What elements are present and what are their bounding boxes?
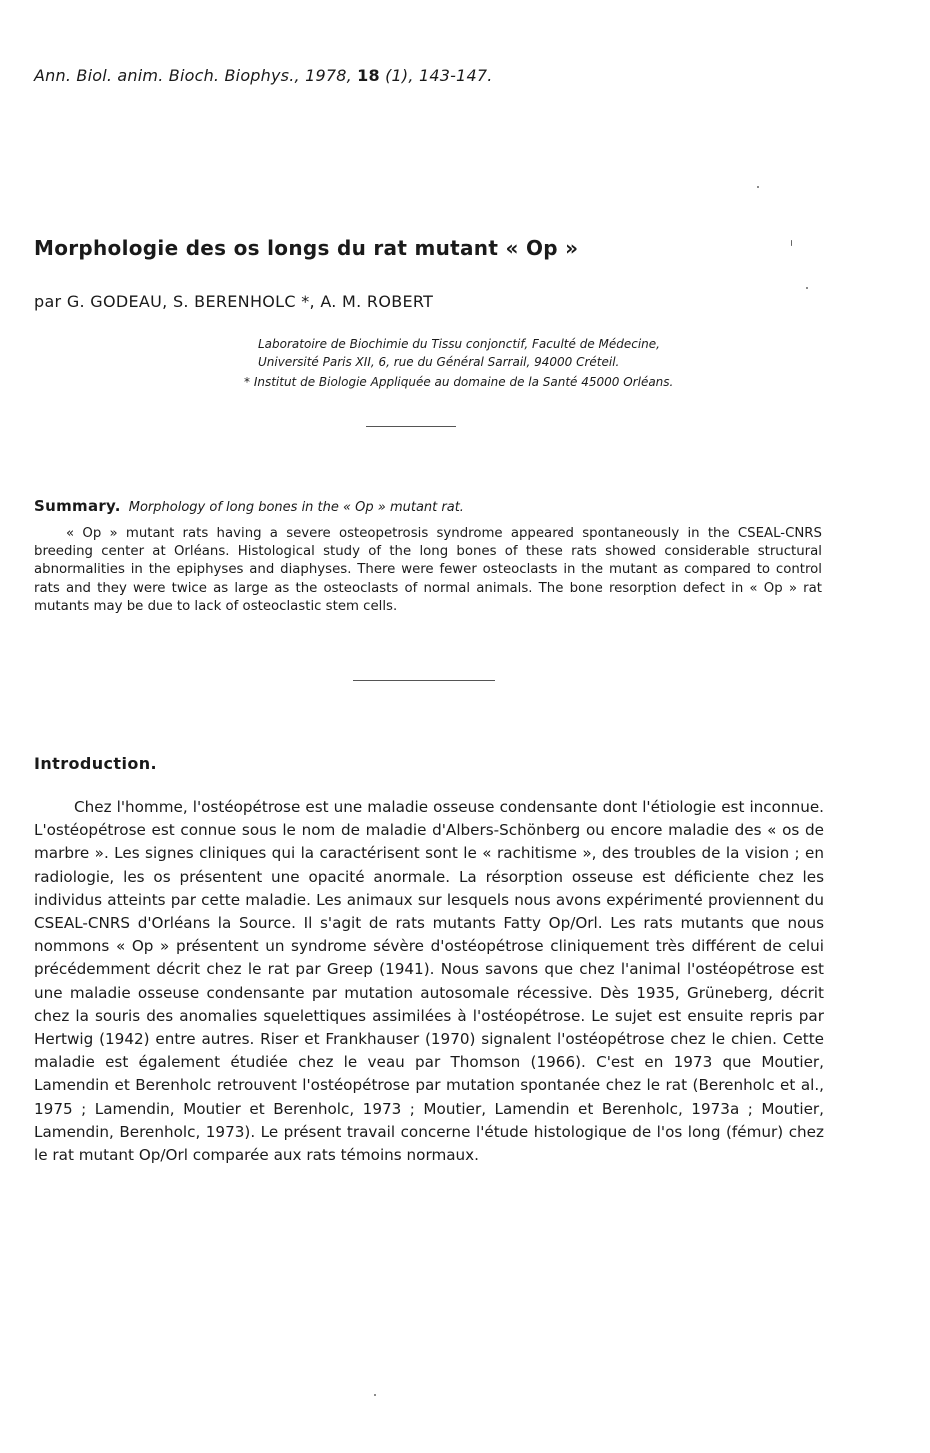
article-title: Morphologie des os longs du rat mutant « Op » [34, 236, 579, 260]
introduction-text [34, 796, 824, 1167]
divider [366, 426, 456, 427]
article-authors: par G. GODEAU, S. BERENHOLC *, A. M. ROBERT [34, 292, 434, 311]
summary-paragraph: « Op » mutant rats having a severe osteopetrosis syndrome appeared spontaneously in the CSEAL-CNRS breeding center at Orléans. Histological study of the long bones of these rats showed considerable structural abnormalities in the epiphyses and diaphyses. There were fewer osteoclasts in the mutant as compared to control rats and they were twice as large as the osteoclasts of normal animals. The bone resorption defect in « Op » rat mutants may be due to lack of osteoclastic stem cells. [34, 526, 822, 614]
affiliation-line: Laboratoire de Biochimie du Tissu conjonctif, Faculté de Médecine, [258, 337, 660, 351]
summary-label: Summary. [34, 497, 121, 515]
journal-citation: Ann. Biol. anim. Bioch. Biophys., 1978, [34, 66, 358, 85]
introduction-paragraph: Chez l'homme, l'ostéopétrose est une maladie osseuse condensante dont l'étiologie est inconnue. L'ostéopétrose est connue sous le nom de maladie d'Albers-Schönberg ou encore maladie des « os de marbre ». Les signes cliniques qui la caractérisent sont le « rachitisme », des troubles de la vision ; en radiologie, les os présentent une opacité anormale. La résorption osseuse est déficiente chez les individus atteints par cette maladie. Les animaux sur lesquels nous avons expérimenté proviennent du CSEAL-CNRS d'Orléans la Source. Il s'agit de rats mutants Fatty Op/Orl. Les rats mutants que nous nommons « Op » présentent un syndrome sévère d'ostéopétrose cliniquement très différent de celui précédemment décrit chez le rat par Greep (1941). Nous savons que chez l'animal l'ostéopétrose est une maladie osseuse condensante par mutation autosomale récessive. Dès 1935, Grüneberg, décrit chez la souris des anomalies squelettiques assimilées à l'ostéopétrose. Le sujet est ensuite repris par Hertwig (1942) entre autres. Riser et Frankhauser (1970) signalent l'ostéopétrose chez le chien. Cette maladie est également étudiée chez le veau par Thomson (1966). C'est en 1973 que Moutier, Lamendin et Berenholc retrouvent l'ostéopétrose par mutation spontanée chez le rat (Berenholc et al., 1975 ; Lamendin, Moutier et Berenholc, 1973 ; Moutier, Lamendin et Berenholc, 1973a ; Moutier, Lamendin, Berenholc, 1973). Le présent travail concerne l'étude histologique de l'os long (fémur) chez le rat mutant Op/Orl comparée aux rats témoins normaux. [34, 798, 824, 1165]
summary-subtitle: Morphology of long bones in the « Op » mutant rat. [128, 500, 464, 515]
affiliation-primary [258, 335, 660, 371]
summary-heading [34, 497, 464, 515]
scan-speck [806, 287, 808, 289]
journal-reference [34, 66, 493, 85]
scan-speck [757, 186, 759, 188]
journal-issue-pages: (1), 143-147. [379, 66, 493, 85]
affiliation-line: Université Paris XII, 6, rue du Général Sarrail, 94000 Créteil. [258, 355, 620, 369]
divider [353, 680, 495, 681]
summary-text [34, 525, 822, 616]
journal-volume: 18 [357, 66, 380, 85]
affiliation-secondary: * Institut de Biologie Appliquée au domaine de la Santé 45000 Orléans. [244, 375, 674, 389]
scan-speck [374, 1394, 376, 1396]
introduction-heading: Introduction. [34, 754, 157, 773]
scan-speck [791, 240, 792, 246]
